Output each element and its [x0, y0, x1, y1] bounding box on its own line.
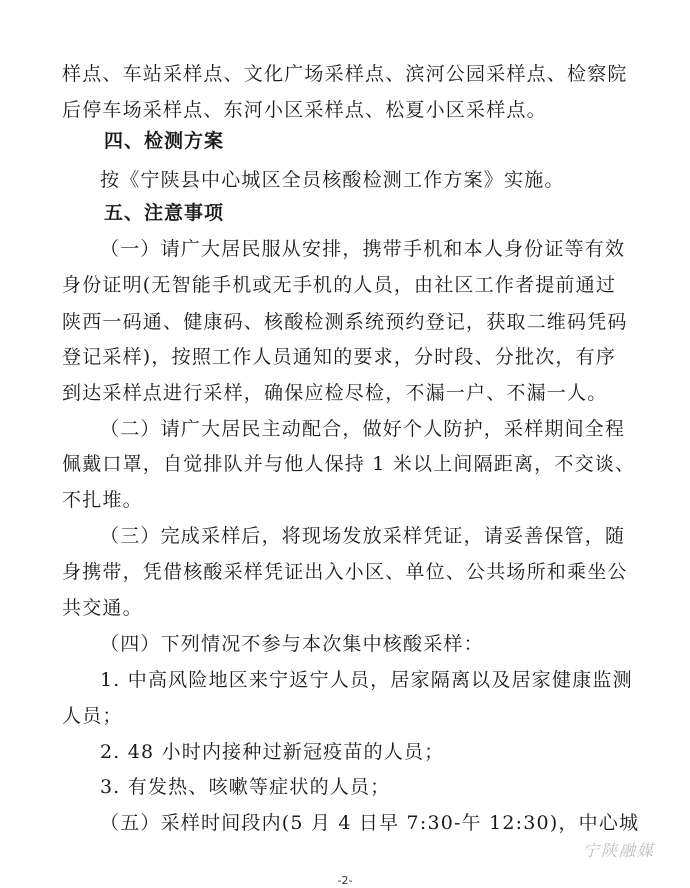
text-line: 到达采样点进行采样，确保应检尽检，不漏一户、不漏一人。	[62, 382, 608, 404]
text-line: 登记采样)，按照工作人员通知的要求，分时段、分批次，有序	[62, 346, 617, 368]
text-line: 陕西一码通、健康码、核酸检测系统预约登记，获取二维码凭码	[62, 311, 628, 333]
text-line: 不扎堆。	[62, 489, 143, 511]
text-line: 身份证明(无智能手机或无手机的人员，由社区工作者提前通过	[62, 274, 617, 296]
text-line: 佩戴口罩，自觉排队并与他人保持 1 米以上间隔距离，不交谈、	[62, 453, 636, 475]
text-line: 共交通。	[62, 597, 143, 619]
watermark: 宁陕融媒	[583, 841, 656, 860]
section-heading: 四、检测方案	[104, 130, 225, 152]
list-item: 3. 有发热、咳嗽等症状的人员；	[100, 776, 391, 798]
text-line: （一）请广大居民服从安排，携带手机和本人身份证等有效	[100, 238, 626, 260]
text-line: 身携带，凭借核酸采样凭证出入小区、单位、公共场所和乘坐公	[62, 561, 628, 583]
section-heading: 五、注意事项	[104, 202, 225, 224]
text-line: 按《宁陕县中心城区全员核酸检测工作方案》实施。	[100, 169, 565, 191]
page-number: -2-	[337, 874, 353, 887]
text-line: 后停车场采样点、东河小区采样点、松夏小区采样点。	[62, 99, 547, 121]
text-line: 样点、车站采样点、文化广场采样点、滨河公园采样点、检察院	[62, 63, 628, 85]
list-item: 1. 中高风险地区来宁返宁人员，居家隔离以及居家健康监测	[100, 669, 633, 691]
list-item: 2. 48 小时内接种过新冠疫苗的人员；	[100, 741, 445, 763]
text-line: （四）下列情况不参与本次集中核酸采样：	[100, 633, 484, 655]
text-line: （二）请广大居民主动配合，做好个人防护，采样期间全程	[100, 418, 626, 440]
text-line: （五）采样时间段内(5 月 4 日早 7:30-午 12:30)，中心城	[100, 812, 640, 834]
text-line: 人员；	[62, 705, 123, 727]
text-line: （三）完成采样后，将现场发放采样凭证，请妥善保管，随	[100, 525, 626, 547]
